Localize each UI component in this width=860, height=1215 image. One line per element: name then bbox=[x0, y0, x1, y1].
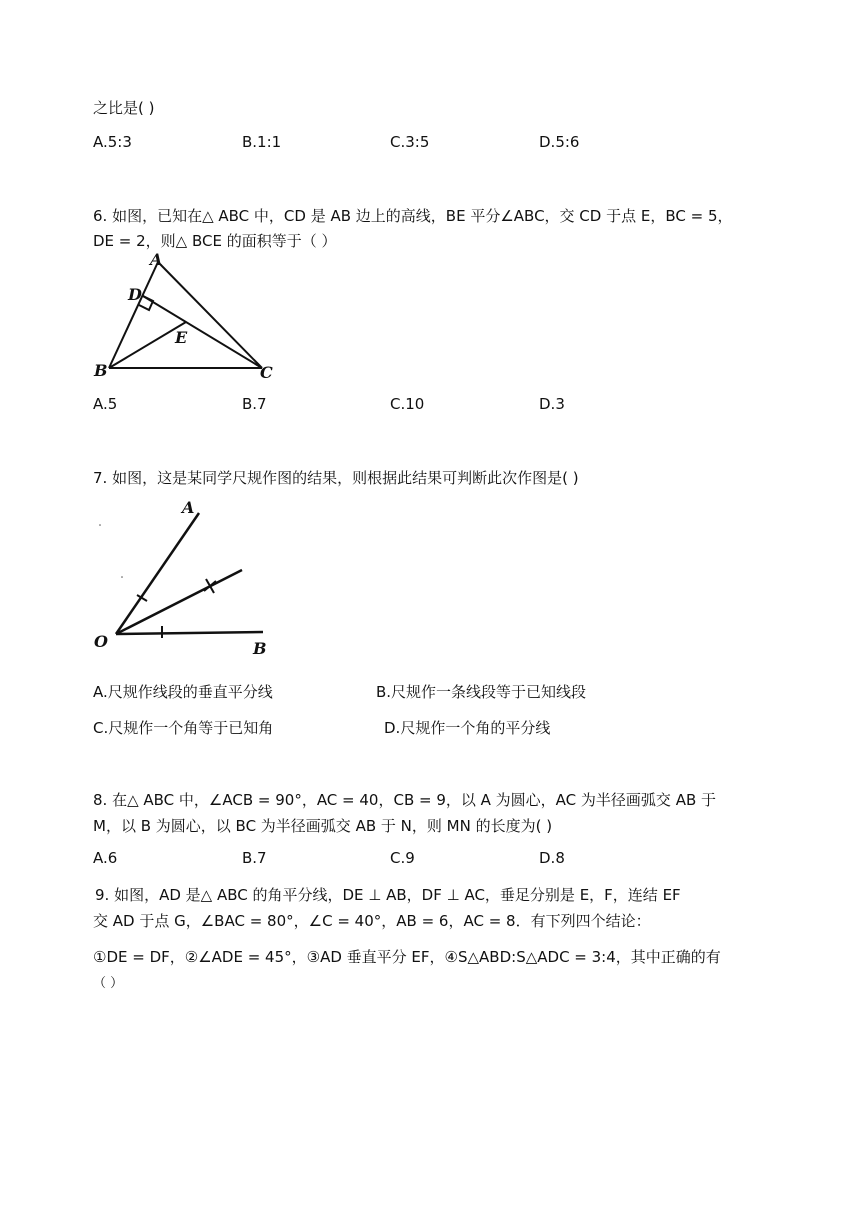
q8-stem-line1: 8. 在△ ABC 中，∠ACB = 90°，AC = 40，CB = 9，以 A 为圆心，AC 为半径画弧交 AB 于 bbox=[93, 791, 717, 809]
q8-option-c: C.9 bbox=[390, 849, 415, 867]
q9-stem-line3: ①DE = DF，②∠ADE = 45°，③AD 垂直平分 EF，④S△ABD:S△ADC = 3:4，其中正确的有 bbox=[93, 948, 721, 966]
q7-stem-line1: 7. 如图，这是某同学尺规作图的结果，则根据此结果可判断此次作图是( ) bbox=[93, 469, 579, 487]
q6-label-e: E bbox=[175, 328, 188, 347]
q5-option-b: B.1:1 bbox=[242, 133, 282, 151]
q5-option-a: A.5:3 bbox=[93, 133, 132, 151]
q7-option-d: D.尺规作一个角的平分线 bbox=[384, 719, 551, 737]
q6-label-b: B bbox=[94, 361, 108, 380]
q8-option-a: A.6 bbox=[93, 849, 118, 867]
q6-triangle-figure bbox=[90, 252, 290, 382]
q7-label-o: O bbox=[94, 632, 108, 651]
q6-option-b: B.7 bbox=[242, 395, 267, 413]
q5-tail: 之比是( ) bbox=[93, 99, 155, 117]
q7-angle-bisector-figure bbox=[90, 495, 290, 660]
q6-stem-line2: DE = 2，则△ BCE 的面积等于（ ） bbox=[93, 232, 337, 250]
q6-label-d: D bbox=[128, 285, 142, 304]
q6-option-d: D.3 bbox=[539, 395, 565, 413]
q7-label-b: B bbox=[253, 639, 267, 658]
q5-options bbox=[93, 133, 793, 155]
q5-option-d: D.5:6 bbox=[539, 133, 580, 151]
q6-label-a: A bbox=[150, 252, 163, 269]
q9-stem-line4: （ ） bbox=[93, 976, 124, 991]
q6-options bbox=[93, 395, 793, 417]
q6-stem-line1: 6. 如图，已知在△ ABC 中，CD 是 AB 边上的高线，BE 平分∠ABC，交 CD 于点 E，BC = 5， bbox=[93, 207, 733, 225]
q6-option-a: A.5 bbox=[93, 395, 118, 413]
q7-label-a: A bbox=[182, 498, 195, 517]
q9-stem-line1: 9. 如图，AD 是△ ABC 的角平分线，DE ⊥ AB，DF ⊥ AC，垂足分别是 E，F，连结 EF bbox=[95, 886, 681, 904]
q8-option-d: D.8 bbox=[539, 849, 565, 867]
q9-stem-line2: 交 AD 于点 G，∠BAC = 80°，∠C = 40°，AB = 6，AC = 8．有下列四个结论： bbox=[93, 912, 651, 930]
q7-options-row1 bbox=[93, 681, 793, 703]
q7-option-c: C.尺规作一个角等于已知角 bbox=[93, 719, 274, 737]
q7-option-b: B.尺规作一条线段等于已知线段 bbox=[376, 683, 587, 701]
q5-option-c: C.3:5 bbox=[390, 133, 430, 151]
q7-options-row2 bbox=[93, 717, 793, 739]
q8-option-b: B.7 bbox=[242, 849, 267, 867]
q6-label-c: C bbox=[260, 363, 273, 382]
q6-option-c: C.10 bbox=[390, 395, 425, 413]
q8-options bbox=[93, 849, 793, 871]
q7-option-a: A.尺规作线段的垂直平分线 bbox=[93, 683, 273, 701]
q8-stem-line2: M，以 B 为圆心，以 BC 为半径画弧交 AB 于 N，则 MN 的长度为( ) bbox=[93, 817, 553, 835]
